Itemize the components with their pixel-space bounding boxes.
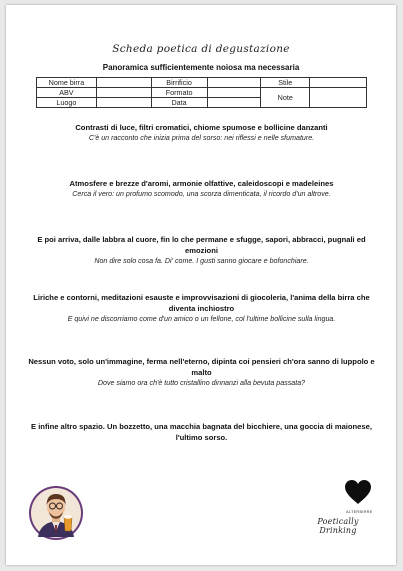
sheet-title: Scheda poetica di degustazione: [112, 43, 290, 55]
section-heading: Atmosfere e brezze d'aromi, armonie olfattive, caleidoscopi e madeleines: [69, 179, 334, 188]
nome-birra-field[interactable]: [96, 78, 151, 88]
section-riflessioni: [24, 292, 379, 324]
section-heading: Nessun voto, solo un'immagine, ferma nell'eterno, dipinta coi pensieri ch'ora sanno di luppolo e malto: [28, 357, 375, 377]
brand-caption: ALTERBIRRE: [346, 510, 373, 514]
section-subtitle: C'è un racconto che inizia prima del sorso: nei riflessi e nelle sfumature.: [88, 134, 315, 142]
birrificio-label: Birrificio: [151, 78, 207, 88]
tasting-sheet-page: [6, 5, 396, 565]
note-label: Note: [261, 88, 310, 108]
birrificio-field[interactable]: [207, 78, 261, 88]
luogo-field[interactable]: [96, 98, 151, 108]
section-subtitle: Dove siamo ora ch'è tutto cristallino dinnanzi alla bevuta passata?: [97, 379, 306, 387]
section-heading: Liriche e contorni, meditazioni esauste e improvvisazioni di giocoleria, l'anima della birra che diventa inchiostro: [33, 293, 370, 313]
data-label: Data: [151, 98, 207, 108]
note-field[interactable]: [310, 88, 367, 108]
section-heading: E infine altro spazio. Un bozzetto, una macchia bagnata del bicchiere, una goccia di maionese, l'ultimo sorso.: [31, 422, 372, 442]
stile-field[interactable]: [310, 78, 367, 88]
section-gusto: [24, 234, 379, 266]
abv-label: ABV: [37, 88, 97, 98]
section-subtitle: E quivi ne discorriamo come d'un amico o un fellone, col l'ultime bollicine sulla lingua.: [67, 315, 336, 323]
formato-label: Formato: [151, 88, 207, 98]
section-spazio: [24, 421, 379, 443]
luogo-label: Luogo: [37, 98, 97, 108]
section-heading: Contrasti di luce, filtri cromatici, chiome spumose e bollicine danzanti: [75, 123, 328, 132]
section-immagine: [24, 356, 379, 388]
section-subtitle: Non dire solo cosa fa. Di' come. I gusti sanno giocare e bofonchiare.: [94, 257, 309, 265]
abv-field[interactable]: [96, 88, 151, 98]
brand-signature: Poetically Drinking: [317, 517, 359, 535]
sheet-subtitle: Panoramica sufficientemente noiosa ma necessaria: [102, 63, 300, 72]
data-field[interactable]: [207, 98, 261, 108]
formato-field[interactable]: [207, 88, 261, 98]
beer-info-table: [36, 77, 367, 108]
stile-label: Stile: [261, 78, 310, 88]
section-subtitle: Cerca il vero: un profumo scomodo, una scorza dimenticata, il ricordo d'un altrove.: [72, 190, 331, 198]
nome-birra-label: Nome birra: [37, 78, 97, 88]
avatar-illustration: [28, 485, 84, 541]
section-aroma: [24, 178, 379, 199]
section-aspetto: [24, 122, 379, 143]
heart-icon: [344, 479, 372, 505]
section-heading: E poi arriva, dalle labbra al cuore, fin lo che permane e sfugge, sapori, abbracci, pugnali ed emozioni: [37, 235, 366, 255]
